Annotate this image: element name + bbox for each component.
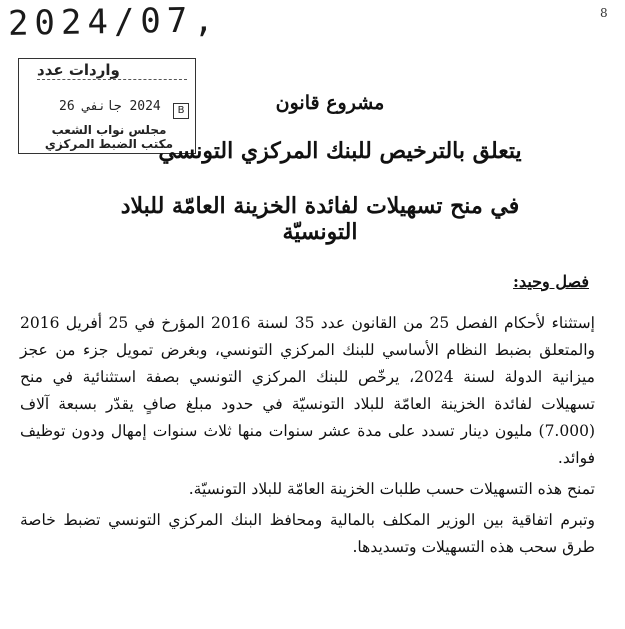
paragraph: إستثناء لأحكام الفصل 25 من القانون عدد 35 لسنة 2016 المؤرخ في 25 أفريل 2016 والمتعلق بضبط النظام الأساسي للبنك المركزي التونسي، وبغرض تمويل جزء من عجز ميزانية الدولة لسنة 2024، يرخّص للبنك المركزي التونسي بصفة استثنائية في منح تسهيلات لفائدة الخزينة العامّة للبلاد التونسيّة في حدود مبلغ صافٍ يقدّر بسبعة آلاف (7.000) مليون دينار تسدد على مدة عشر سنوات منها ثلاث سنوات إمهال ودون توظيف فوائد. — [20, 314, 595, 467]
section-heading: فصل وحيد: — [513, 272, 589, 291]
corner-mark: 8 — [600, 6, 608, 20]
document-subject-line2: في منح تسهيلات لفائدة الخزينة العامّة للبلاد التونسيّة — [120, 193, 520, 245]
document-body — [20, 310, 595, 565]
paragraph: وتبرم اتفاقية بين الوزير المكلف بالمالية ومحافظ البنك المركزي التونسي تضبط خاصة طرق سحب هذه التسهيلات وتسديدها. — [20, 511, 595, 556]
paragraph: تمنح هذه التسهيلات حسب طلبات الخزينة العامّة للبلاد التونسيّة. — [188, 480, 595, 498]
document-type-title: مشروع قانون — [275, 92, 385, 114]
stamp-org-line2: مكتب الضبط المركزي — [44, 137, 174, 151]
stamp-org-line1: مجلس نواب الشعب — [51, 123, 167, 137]
stamp-heading: واردات عدد — [37, 61, 187, 80]
stamp-box: B — [173, 103, 189, 119]
document-subject-line1: يتعلق بالترخيص للبنك المركزي التونسي — [158, 138, 522, 164]
handwritten-reference-number: 2024/07, — [7, 0, 221, 44]
stamp-date: 2024 جانفي 26 — [59, 99, 161, 114]
